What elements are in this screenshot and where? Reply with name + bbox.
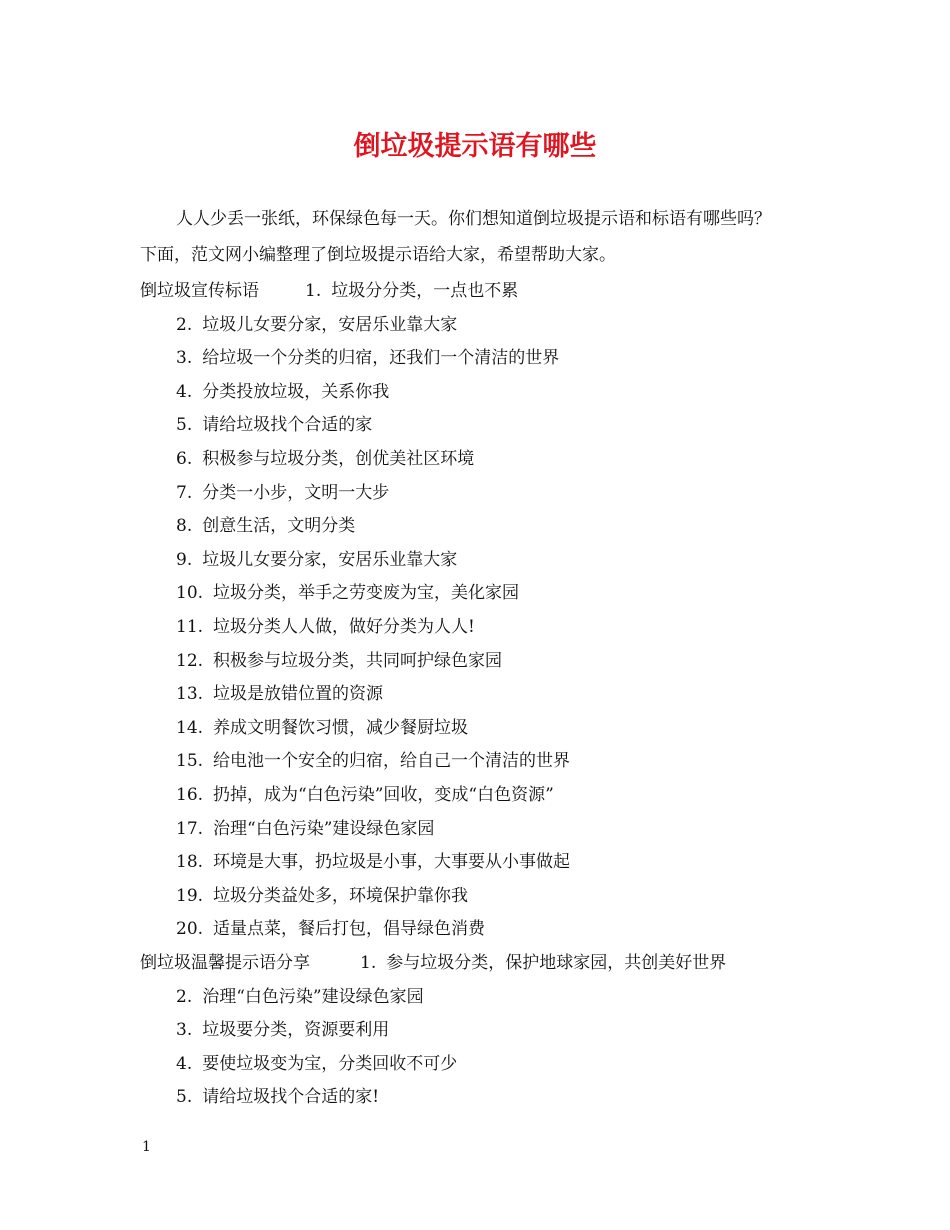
item-number: 3. <box>176 348 193 368</box>
item-number: 15. <box>176 751 204 771</box>
item-number: 4. <box>176 1054 193 1074</box>
item-number: 16. <box>176 785 204 805</box>
item-text: 治理“白色污染”建设绿色家园 <box>202 987 424 1007</box>
list-item <box>176 346 559 370</box>
item-text: 养成文明餐饮习惯，减少餐厨垃圾 <box>213 718 469 738</box>
item-text: 参与垃圾分类，保护地球家园，共创美好世界 <box>386 953 727 973</box>
section-heading-line <box>140 951 726 975</box>
item-number: 10. <box>176 583 204 603</box>
section-heading-line <box>140 279 518 303</box>
list-item <box>176 581 519 605</box>
item-number: 1. <box>360 953 377 973</box>
item-text: 垃圾是放错位置的资源 <box>213 684 384 704</box>
item-number: 17. <box>176 819 204 839</box>
list-item <box>176 749 570 773</box>
item-text: 请给垃圾找个合适的家! <box>202 1087 380 1107</box>
list-item <box>176 1085 379 1109</box>
item-text: 治理“白色污染”建设绿色家园 <box>213 819 435 839</box>
list-item <box>176 884 468 908</box>
item-text: 请给垃圾找个合适的家 <box>202 415 373 435</box>
item-text: 适量点菜，餐后打包，倡导绿色消费 <box>213 919 486 939</box>
list-item <box>176 481 389 505</box>
list-item <box>176 817 434 841</box>
intro-line-2: 下面，范文网小编整理了倒垃圾提示语给大家，希望帮助大家。 <box>140 245 616 265</box>
item-number: 18. <box>176 852 204 872</box>
list-item <box>176 682 383 706</box>
section-heading: 倒垃圾温馨提示语分享 <box>140 953 310 973</box>
list-item <box>176 514 355 538</box>
item-text: 分类投放垃圾，关系你我 <box>202 382 390 402</box>
item-number: 2. <box>176 315 193 335</box>
list-item <box>176 447 474 471</box>
list-item <box>176 850 570 874</box>
list-item <box>176 313 457 337</box>
list-item <box>176 716 468 740</box>
item-number: 1. <box>305 281 322 301</box>
item-number: 14. <box>176 718 204 738</box>
item-number: 13. <box>176 684 204 704</box>
list-item <box>176 649 502 673</box>
item-number: 12. <box>176 651 204 671</box>
item-text: 分类一小步，文明一大步 <box>202 483 390 503</box>
list-item <box>176 783 554 807</box>
list-item <box>176 917 485 941</box>
item-number: 9. <box>176 550 193 570</box>
item-text: 扔掉，成为“白色污染”回收，变成“白色资源” <box>213 785 554 805</box>
item-number: 8. <box>176 516 193 536</box>
item-number: 4. <box>176 382 193 402</box>
section-heading: 倒垃圾宣传标语 <box>140 281 259 301</box>
item-text: 垃圾儿女要分家，安居乐业靠大家 <box>202 315 458 335</box>
item-number: 3. <box>176 1020 193 1040</box>
item-number: 2. <box>176 987 193 1007</box>
intro-line-1: 人人少丢一张纸，环保绿色每一天。你们想知道倒垃圾提示语和标语有哪些吗？ <box>176 209 771 229</box>
item-text: 给垃圾一个分类的归宿，还我们一个清洁的世界 <box>202 348 560 368</box>
list-item <box>176 1018 389 1042</box>
item-text: 给电池一个安全的归宿，给自己一个清洁的世界 <box>213 751 571 771</box>
list-item <box>176 380 389 404</box>
item-text: 积极参与垃圾分类，共同呵护绿色家园 <box>213 651 503 671</box>
item-text: 垃圾要分类，资源要利用 <box>202 1020 390 1040</box>
item-text: 垃圾儿女要分家，安居乐业靠大家 <box>202 550 458 570</box>
item-text: 环境是大事，扔垃圾是小事，大事要从小事做起 <box>213 852 571 872</box>
item-number: 6. <box>176 449 193 469</box>
item-number: 11. <box>176 617 204 637</box>
item-text: 垃圾分类，举手之劳变废为宝，美化家园 <box>213 583 520 603</box>
item-text: 垃圾分分类，一点也不累 <box>331 281 519 301</box>
item-text: 垃圾分类人人做，做好分类为人人! <box>213 617 475 637</box>
page-number: 1 <box>142 1139 151 1155</box>
list-item <box>176 548 457 572</box>
item-text: 垃圾分类益处多，环境保护靠你我 <box>213 886 469 906</box>
list-item <box>176 1052 457 1076</box>
item-number: 5. <box>176 1087 193 1107</box>
item-number: 20. <box>176 919 204 939</box>
list-item <box>176 413 372 437</box>
item-number: 19. <box>176 886 204 906</box>
list-item <box>176 615 475 639</box>
item-number: 5. <box>176 415 193 435</box>
item-text: 创意生活，文明分类 <box>202 516 356 536</box>
list-item <box>176 985 424 1009</box>
item-text: 要使垃圾变为宝，分类回收不可少 <box>202 1054 458 1074</box>
item-number: 7. <box>176 483 193 503</box>
document-title: 倒垃圾提示语有哪些 <box>353 131 597 162</box>
item-text: 积极参与垃圾分类，创优美社区环境 <box>202 449 475 469</box>
